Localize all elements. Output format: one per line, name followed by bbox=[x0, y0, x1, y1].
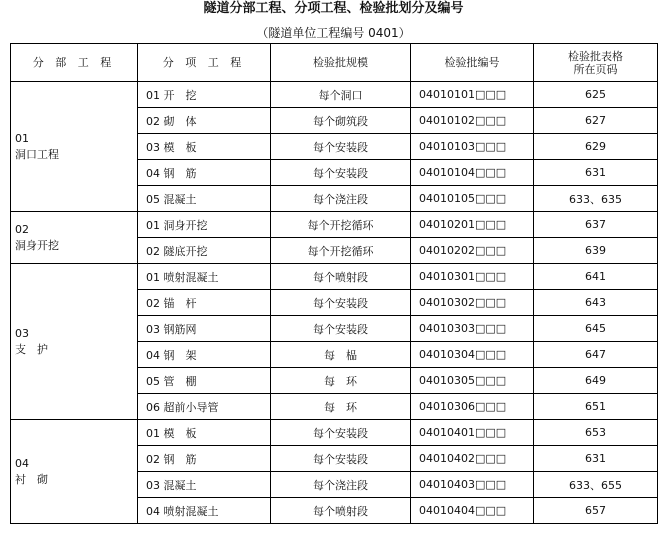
code-cell: 04010103□□□ bbox=[411, 134, 534, 160]
header-code: 检验批编号 bbox=[411, 44, 534, 82]
item-cell: 03 钢筋网 bbox=[138, 316, 271, 342]
code-cell: 04010304□□□ bbox=[411, 342, 534, 368]
page-cell: 633、655 bbox=[534, 472, 658, 498]
page-cell: 625 bbox=[534, 82, 658, 108]
code-cell: 04010303□□□ bbox=[411, 316, 534, 342]
page-cell: 653 bbox=[534, 420, 658, 446]
division-cell bbox=[11, 264, 138, 420]
code-cell: 04010306□□□ bbox=[411, 394, 534, 420]
inspection-lot-table bbox=[10, 43, 658, 524]
item-cell: 02 隧底开挖 bbox=[138, 238, 271, 264]
scale-cell: 每个安装段 bbox=[271, 316, 411, 342]
code-cell: 04010301□□□ bbox=[411, 264, 534, 290]
item-cell: 03 模 板 bbox=[138, 134, 271, 160]
division-code: 03 bbox=[15, 326, 29, 340]
table-row bbox=[11, 420, 658, 446]
code-cell: 04010305□□□ bbox=[411, 368, 534, 394]
scale-cell: 每个洞口 bbox=[271, 82, 411, 108]
code-cell: 04010403□□□ bbox=[411, 472, 534, 498]
item-cell: 03 混凝土 bbox=[138, 472, 271, 498]
table-body bbox=[11, 82, 658, 524]
item-cell: 01 模 板 bbox=[138, 420, 271, 446]
division-name: 支 护 bbox=[15, 342, 48, 356]
table-row bbox=[11, 82, 658, 108]
scale-cell: 每个安装段 bbox=[271, 160, 411, 186]
division-code: 02 bbox=[15, 222, 29, 236]
item-cell: 04 钢 架 bbox=[138, 342, 271, 368]
page-subtitle: （隧道单位工程编号 0401） bbox=[256, 26, 411, 40]
table-row bbox=[11, 264, 658, 290]
page-cell: 633、635 bbox=[534, 186, 658, 212]
page-cell: 643 bbox=[534, 290, 658, 316]
page-cell: 651 bbox=[534, 394, 658, 420]
division-name: 洞口工程 bbox=[15, 147, 59, 161]
title-block bbox=[0, 0, 667, 40]
scale-cell: 每个喷射段 bbox=[271, 264, 411, 290]
item-cell: 02 砌 体 bbox=[138, 108, 271, 134]
division-code: 01 bbox=[15, 131, 29, 145]
item-cell: 05 混凝土 bbox=[138, 186, 271, 212]
page-cell: 631 bbox=[534, 446, 658, 472]
item-cell: 04 喷射混凝土 bbox=[138, 498, 271, 524]
page-title: 隧道分部工程、分项工程、检验批划分及编号 bbox=[203, 1, 464, 16]
page-cell: 649 bbox=[534, 368, 658, 394]
item-cell: 01 喷射混凝土 bbox=[138, 264, 271, 290]
code-cell: 04010105□□□ bbox=[411, 186, 534, 212]
page-cell: 641 bbox=[534, 264, 658, 290]
header-page-line1: 检验批表格 bbox=[568, 49, 623, 63]
scale-cell: 每个安装段 bbox=[271, 420, 411, 446]
table-row bbox=[11, 212, 658, 238]
code-cell: 04010104□□□ bbox=[411, 160, 534, 186]
division-name: 洞身开挖 bbox=[15, 238, 59, 252]
scale-cell: 每个安装段 bbox=[271, 134, 411, 160]
code-cell: 04010201□□□ bbox=[411, 212, 534, 238]
page-cell: 645 bbox=[534, 316, 658, 342]
page-cell: 637 bbox=[534, 212, 658, 238]
scale-cell: 每 榀 bbox=[271, 342, 411, 368]
scale-cell: 每 环 bbox=[271, 368, 411, 394]
scale-cell: 每个喷射段 bbox=[271, 498, 411, 524]
division-cell bbox=[11, 212, 138, 264]
item-cell: 02 钢 筋 bbox=[138, 446, 271, 472]
table-header-row bbox=[11, 44, 658, 82]
code-cell: 04010101□□□ bbox=[411, 82, 534, 108]
division-name: 衬 砌 bbox=[15, 472, 48, 486]
header-item: 分 项 工 程 bbox=[138, 44, 271, 82]
page-cell: 629 bbox=[534, 134, 658, 160]
item-cell: 01 开 挖 bbox=[138, 82, 271, 108]
division-cell bbox=[11, 420, 138, 524]
item-cell: 06 超前小导管 bbox=[138, 394, 271, 420]
code-cell: 04010402□□□ bbox=[411, 446, 534, 472]
item-cell: 02 锚 杆 bbox=[138, 290, 271, 316]
item-cell: 05 管 棚 bbox=[138, 368, 271, 394]
code-cell: 04010202□□□ bbox=[411, 238, 534, 264]
page-cell: 639 bbox=[534, 238, 658, 264]
scale-cell: 每个开挖循环 bbox=[271, 212, 411, 238]
header-page-line2: 所在页码 bbox=[573, 62, 618, 76]
code-cell: 04010102□□□ bbox=[411, 108, 534, 134]
page-cell: 657 bbox=[534, 498, 658, 524]
page-cell: 631 bbox=[534, 160, 658, 186]
code-cell: 04010404□□□ bbox=[411, 498, 534, 524]
scale-cell: 每 环 bbox=[271, 394, 411, 420]
page-cell: 647 bbox=[534, 342, 658, 368]
division-code: 04 bbox=[15, 456, 29, 470]
header-page bbox=[534, 44, 658, 82]
item-cell: 04 钢 筋 bbox=[138, 160, 271, 186]
header-division: 分 部 工 程 bbox=[11, 44, 138, 82]
page-cell: 627 bbox=[534, 108, 658, 134]
item-cell: 01 洞身开挖 bbox=[138, 212, 271, 238]
header-scale: 检验批规模 bbox=[271, 44, 411, 82]
scale-cell: 每个开挖循环 bbox=[271, 238, 411, 264]
scale-cell: 每个安装段 bbox=[271, 446, 411, 472]
division-cell bbox=[11, 82, 138, 212]
scale-cell: 每个安装段 bbox=[271, 290, 411, 316]
code-cell: 04010302□□□ bbox=[411, 290, 534, 316]
scale-cell: 每个砌筑段 bbox=[271, 108, 411, 134]
code-cell: 04010401□□□ bbox=[411, 420, 534, 446]
scale-cell: 每个浇注段 bbox=[271, 186, 411, 212]
scale-cell: 每个浇注段 bbox=[271, 472, 411, 498]
